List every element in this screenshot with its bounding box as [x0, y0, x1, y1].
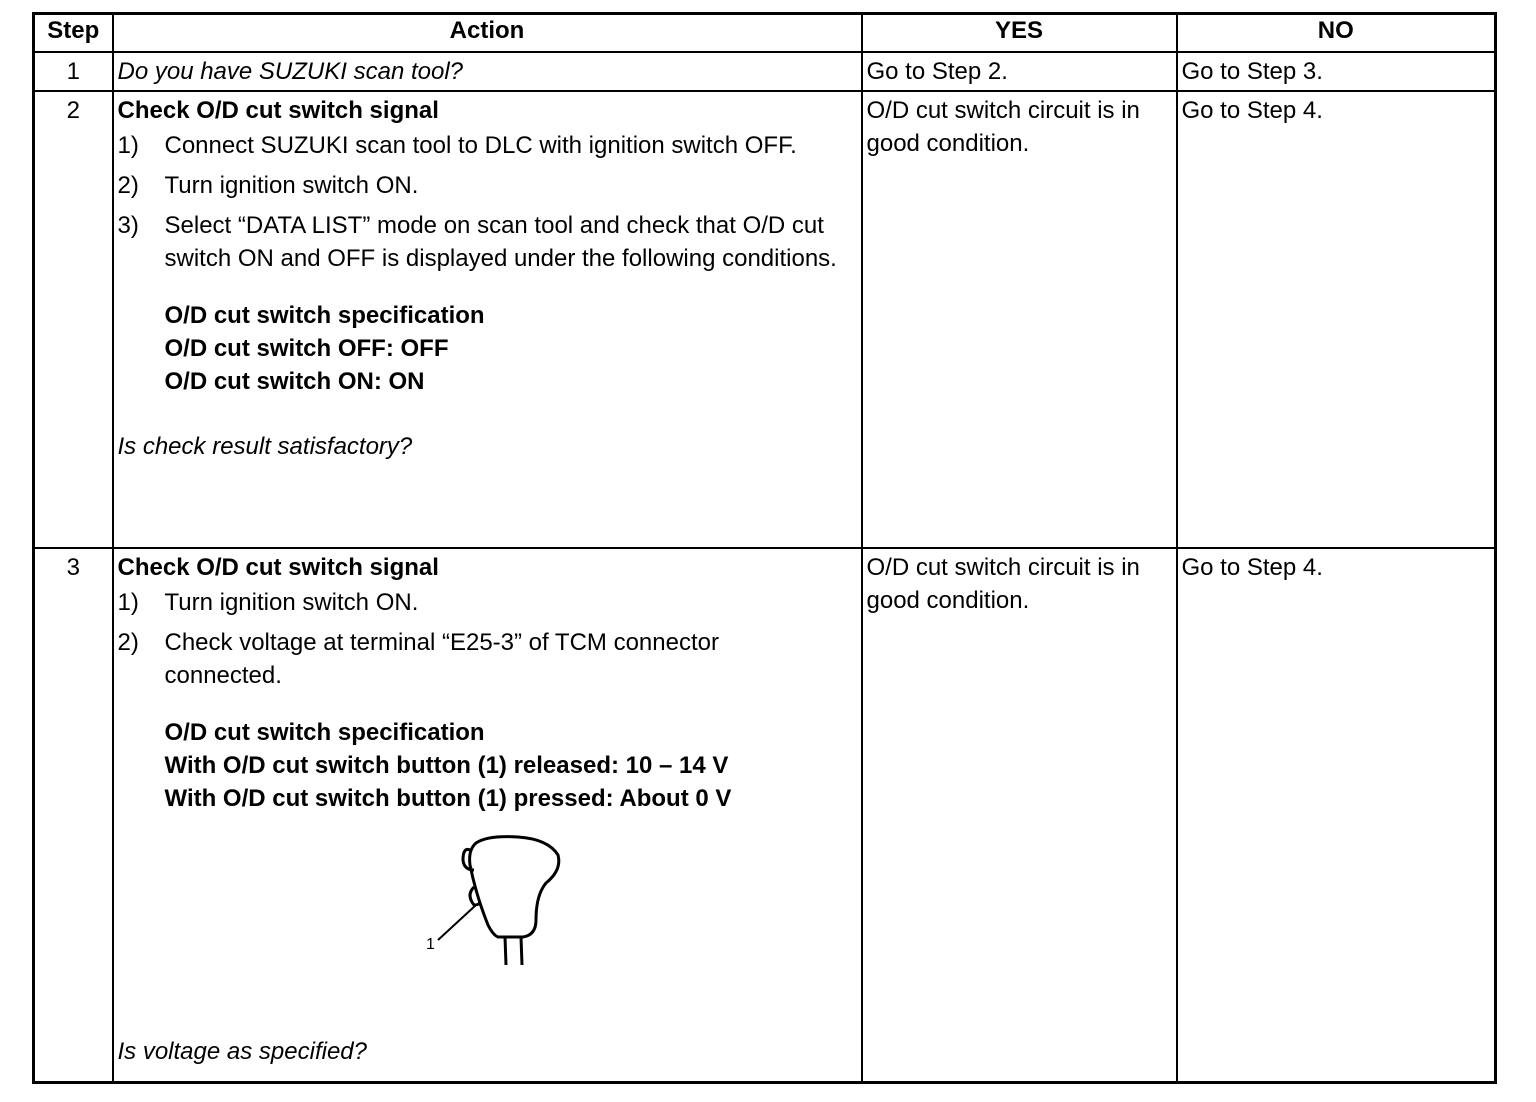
spec-line: O/D cut switch OFF: OFF [164, 334, 449, 362]
spec-title: O/D cut switch specification [164, 301, 485, 329]
item-number: 1) [117, 131, 139, 159]
item-number: 1) [117, 588, 139, 616]
header-action: Action [113, 14, 862, 52]
yes-cell: O/D cut switch circuit is in good condition. [862, 91, 1177, 548]
action-question: Do you have SUZUKI scan tool? [113, 52, 862, 91]
action-cell [113, 548, 862, 1083]
action-title: Check O/D cut switch signal [117, 96, 439, 124]
list-item [118, 169, 857, 202]
specification [165, 299, 857, 398]
action-steps [118, 129, 857, 275]
list-item [118, 209, 857, 275]
action-steps [118, 586, 857, 692]
action-cell [113, 91, 862, 548]
no-cell: Go to Step 3. [1177, 52, 1496, 91]
step-number: 1 [34, 52, 113, 91]
header-no: NO [1177, 14, 1496, 52]
yes-cell: O/D cut switch circuit is in good condition. [862, 548, 1177, 1083]
item-text: Select “DATA LIST” mode on scan tool and check that O/D cut switch ON and OFF is displayed under the following conditions. [164, 211, 837, 272]
yes-cell: Go to Step 2. [862, 52, 1177, 91]
item-text: Turn ignition switch ON. [164, 171, 419, 199]
spec-line: O/D cut switch ON: ON [164, 367, 425, 395]
header-row [34, 14, 1496, 52]
item-text: Connect SUZUKI scan tool to DLC with ignition switch OFF. [164, 131, 797, 159]
list-item [118, 129, 857, 162]
table-row [34, 52, 1496, 91]
item-number: 2) [117, 171, 139, 199]
no-cell: Go to Step 4. [1177, 548, 1496, 1083]
table-row [34, 91, 1496, 548]
item-number: 2) [117, 628, 139, 656]
step-number: 3 [34, 548, 113, 1083]
list-item [118, 586, 857, 619]
no-cell: Go to Step 4. [1177, 91, 1496, 548]
action-question: Is check result satisfactory? [117, 432, 413, 460]
action-question: Is voltage as specified? [117, 1037, 367, 1065]
spec-line: With O/D cut switch button (1) pressed: About 0 V [164, 784, 732, 812]
list-item [118, 626, 857, 692]
item-text: Turn ignition switch ON. [164, 588, 419, 616]
spec-title: O/D cut switch specification [164, 718, 485, 746]
item-number: 3) [117, 211, 139, 239]
table-row [34, 548, 1496, 1083]
header-yes: YES [862, 14, 1177, 52]
step-number: 2 [34, 91, 113, 548]
figure-label: 1 [425, 935, 435, 953]
shift-knob-illustration [118, 815, 857, 1035]
header-step: Step [34, 14, 113, 52]
item-text: Check voltage at terminal “E25-3” of TCM connector connected. [164, 628, 719, 689]
action-title: Check O/D cut switch signal [117, 553, 439, 581]
specification [165, 716, 857, 815]
spec-line: With O/D cut switch button (1) released: 10 – 14 V [164, 751, 729, 779]
troubleshooting-table [32, 12, 1497, 1084]
